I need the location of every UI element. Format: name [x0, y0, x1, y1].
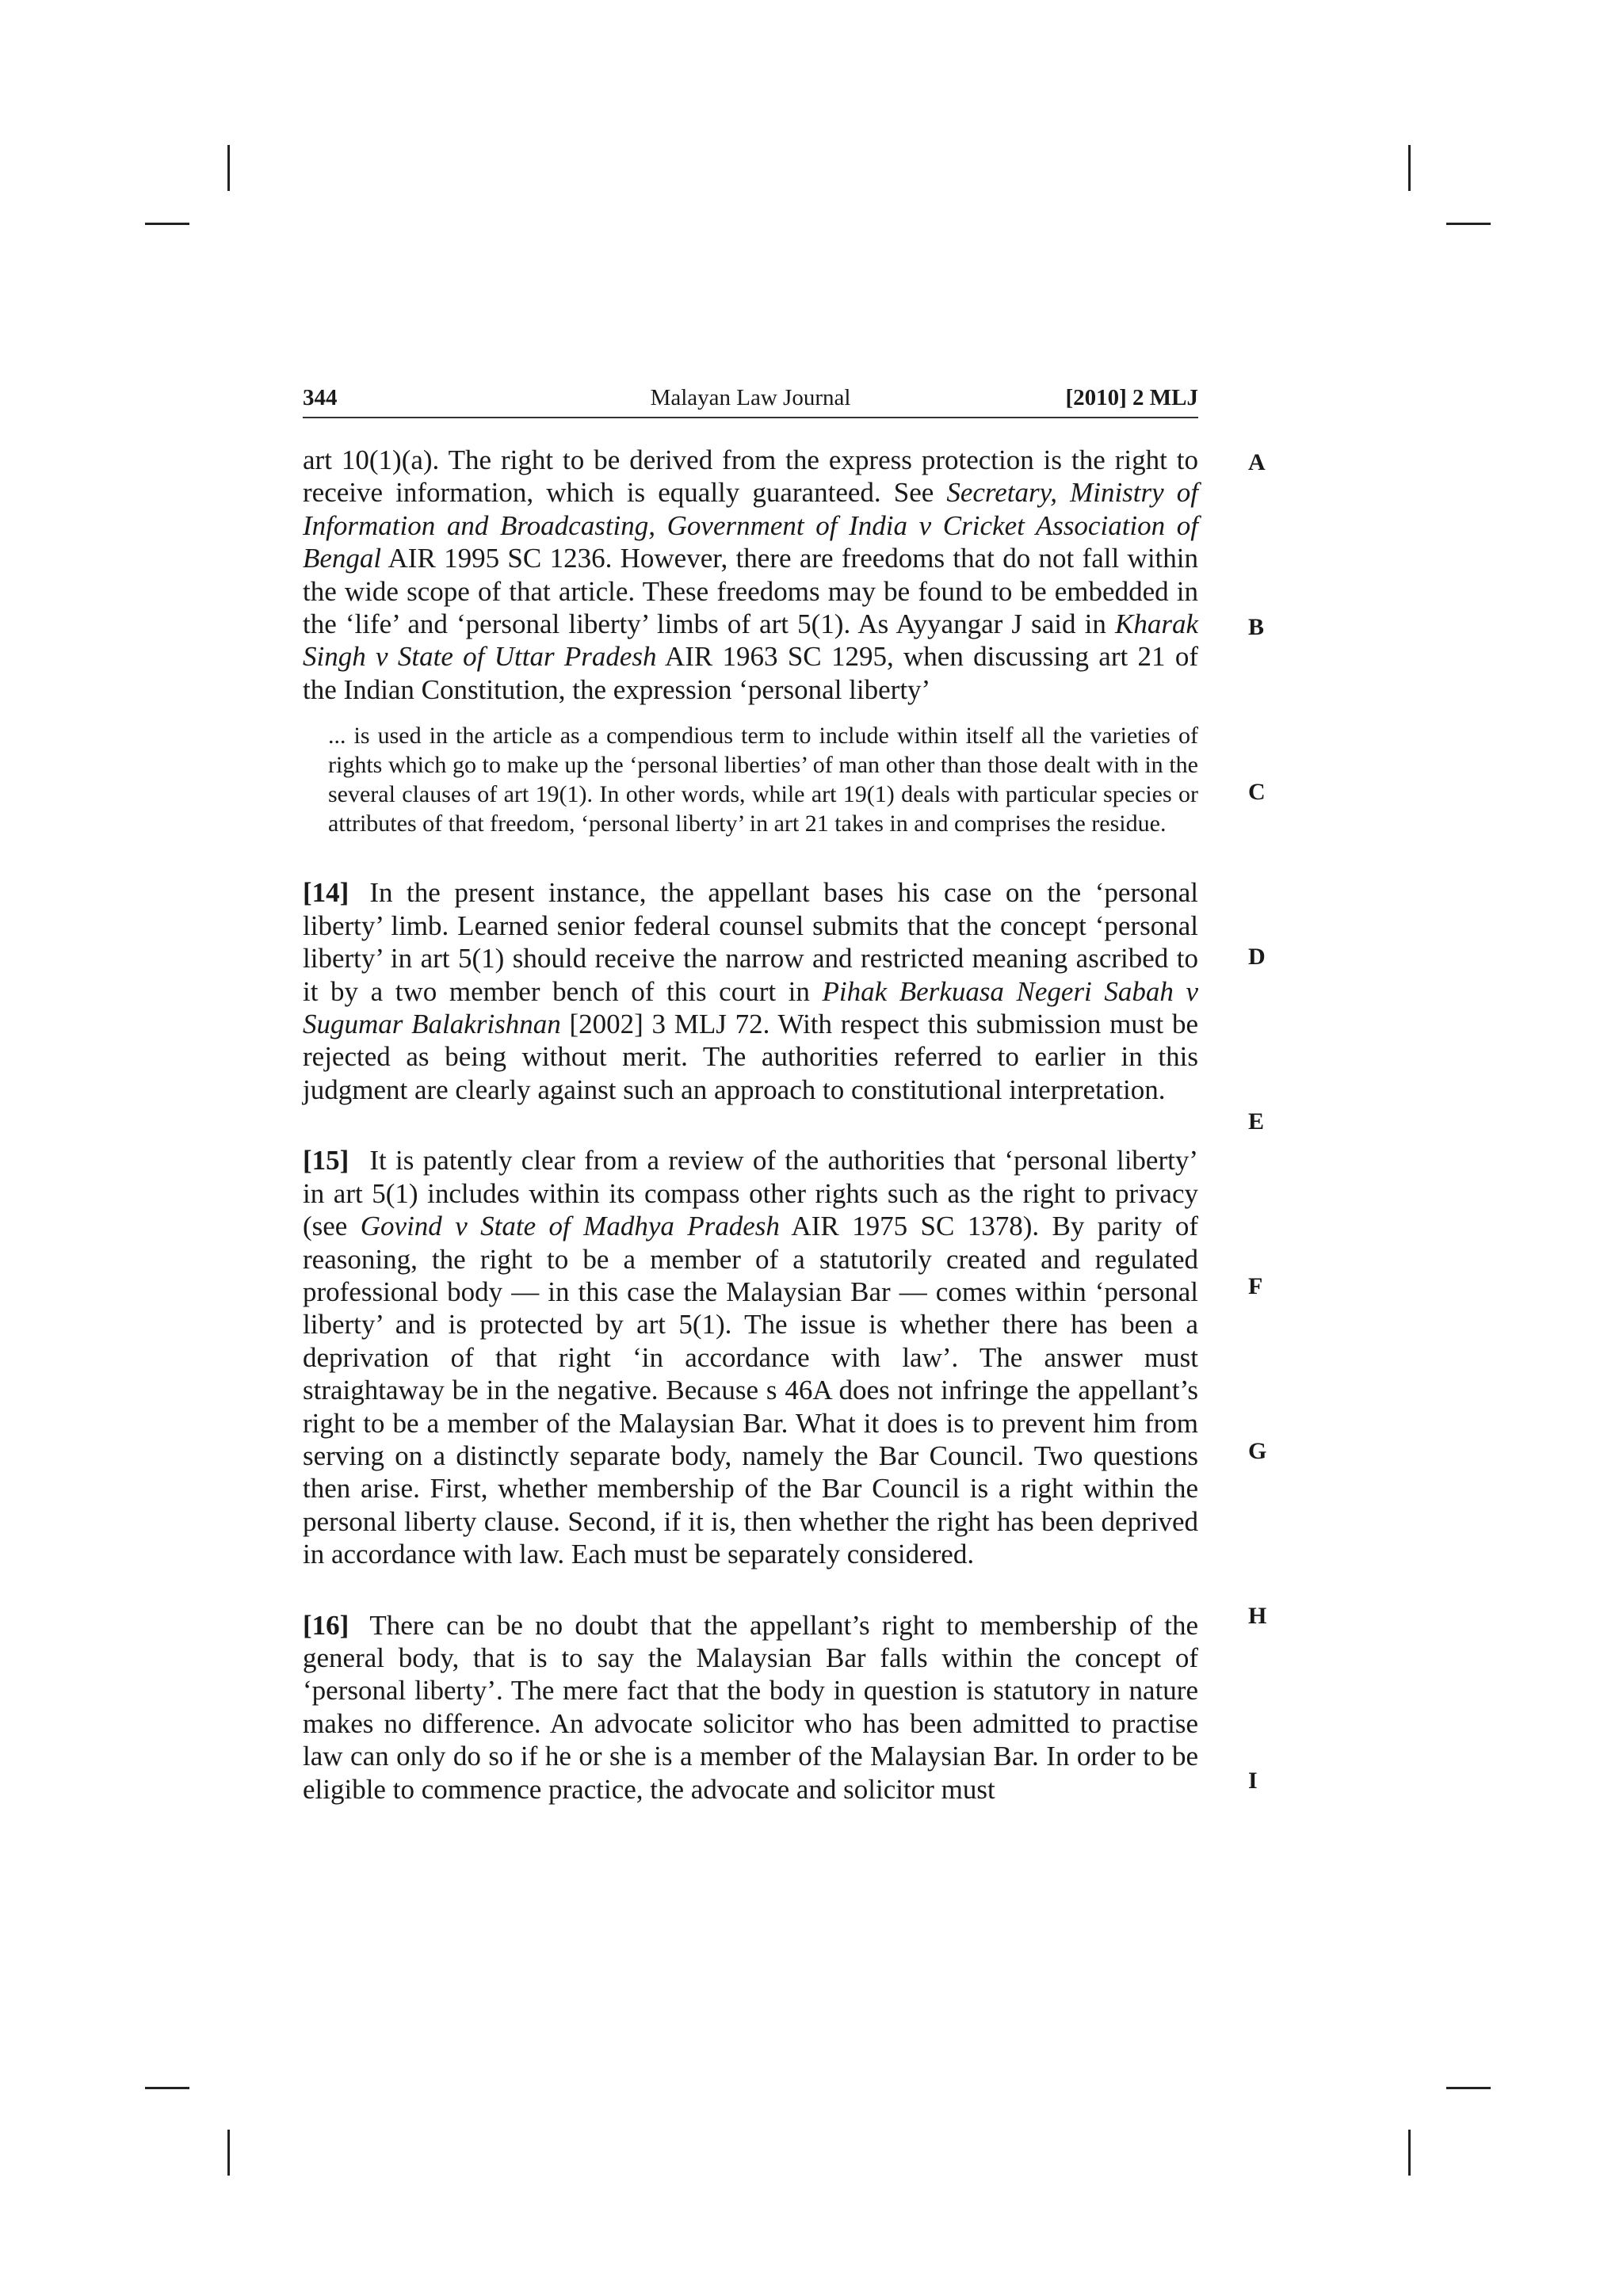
case-name: Govind v State of Madhya Pradesh [360, 1211, 780, 1242]
text-run: There can be no doubt that the appellant’s right to membership of the general body, that is to say the Malaysian Bar falls within the concept of ‘personal liberty’. The mere fact that the body in question is statutory in nature makes no difference. An advocate solicitor who has been admitted to practise law can only do so if he or she is a member of the Malaysian Bar. In order to be eligible to commence practice, the advocate and solicitor must [303, 1609, 1198, 1805]
page-number: 344 [303, 385, 338, 410]
crop-mark [227, 2130, 230, 2176]
text-run: It is patently clear from a review of the authorities that ‘personal liberty’ in art 5(1) includes within its compass other rights such as the right to privacy (see [303, 1145, 1198, 1242]
text-run: AIR 1963 SC 1295, when discussing art 21 of the Indian Constitution, the expression ‘personal liberty’ [303, 641, 1198, 705]
margin-letter: G [1248, 1438, 1267, 1464]
text-run: art 10(1)(a). The right to be derived from the express protection is the right to receive information, which is equally guaranteed. See [303, 444, 1198, 509]
paragraph-number: [15] [303, 1145, 349, 1177]
margin-letter: A [1248, 449, 1266, 475]
journal-citation: [2010] 2 MLJ [1065, 385, 1198, 410]
judgment-text [303, 444, 1198, 1806]
running-header [303, 385, 1198, 418]
crop-mark [1408, 145, 1411, 191]
crop-mark [1446, 2087, 1491, 2089]
margin-letter: D [1248, 944, 1266, 970]
paragraph-number: [16] [303, 1609, 349, 1641]
case-name: Secretary, Ministry of Information and Broadcasting, Government of India v Cricket Association of Bengal [303, 477, 1198, 574]
block-quote: ... is used in the article as a compendious term to include within itself all the varieties of rights which go to make up the ‘personal liberties’ of man other than those dealt with in the several clauses of art 19(1). In other words, while art 19(1) deals with particular species or attributes of that freedom, ‘personal liberty’ in art 21 takes in and comprises the residue. [328, 723, 1198, 837]
case-name: Pihak Berkuasa Negeri Sabah v Sugumar Balakrishnan [303, 975, 1199, 1040]
crop-mark [227, 145, 230, 191]
paragraph-continued [303, 444, 1198, 706]
margin-letter: E [1248, 1108, 1265, 1135]
journal-title: Malayan Law Journal [650, 385, 851, 410]
crop-mark [1408, 2130, 1411, 2176]
text-run: AIR 1975 SC 1378). By parity of reasoning, the right to be a member of a statutorily created and regulated professional body — in this case the Malaysian Bar — comes within ‘personal liberty’ and is protected by art 5(1). The issue is whether there has been a deprivation of that right ‘in accordance with law’. The answer must straightaway be in the negative. Because s 46A does not infringe the appellant’s right to be a member of the Malaysian Bar. What it does is to prevent him from serving on a distinctly separate body, namely the Bar Council. Two questions then arise. First, whether membership of the Bar Council is a right within the personal liberty clause. Second, if it is, then whether the right has been deprived in accordance with law. Each must be separately considered. [303, 1211, 1198, 1570]
margin-letter: I [1248, 1768, 1258, 1794]
crop-mark [1446, 223, 1491, 225]
case-name: Kharak Singh v State of Uttar Pradesh [303, 608, 1198, 673]
margin-letter: H [1248, 1603, 1267, 1629]
text-run: AIR 1995 SC 1236. However, there are freedoms that do not fall within the wide scope of that article. These freedoms may be found to be embedded in the ‘life’ and ‘personal liberty’ limbs of art 5(1). As Ayyangar J said in [303, 543, 1198, 640]
margin-letter: C [1248, 779, 1266, 805]
paragraph-number: [14] [303, 877, 349, 909]
margin-letter: B [1248, 614, 1265, 640]
margin-letter: F [1248, 1273, 1263, 1299]
paragraph-16 [303, 1609, 1198, 1806]
crop-mark [145, 223, 189, 225]
crop-mark [145, 2087, 189, 2089]
paragraph-15 [303, 1144, 1198, 1570]
paragraph-14 [303, 876, 1198, 1106]
text-run: In the present instance, the appellant bases his case on the ‘personal liberty’ limb. Learned senior federal counsel submits that the concept ‘personal liberty’ in art 5(1) should receive the narrow and restricted meaning ascribed to it by a two member bench of this court in [303, 877, 1198, 1007]
text-run: [2002] 3 MLJ 72. With respect this submission must be rejected as being without merit. The authorities referred to earlier in this judgment are clearly against such an approach to constitutional interpretation. [303, 1009, 1198, 1105]
